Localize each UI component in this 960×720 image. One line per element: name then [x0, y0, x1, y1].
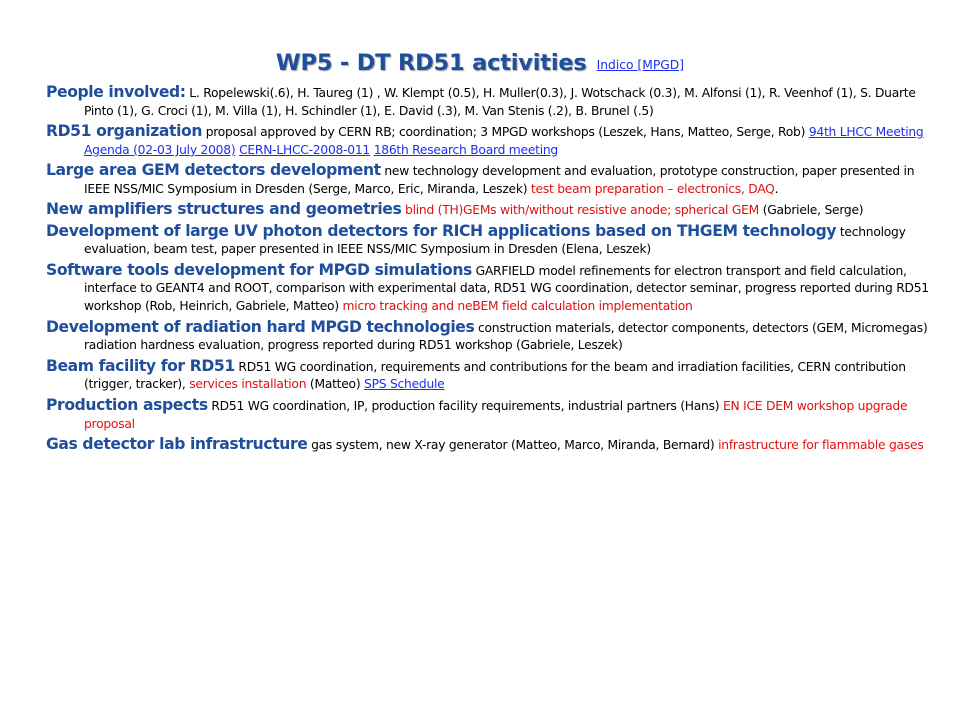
activity-description: proposal approved by CERN RB; coordination; 3 MPGD workshops (Leszek, Hans, Matteo, Serge, Rob) — [202, 125, 809, 140]
activity-status-note: services installation — [189, 377, 307, 392]
activity-heading: RD51 organization — [46, 122, 203, 141]
reference-link[interactable]: 186th Research Board meeting — [373, 142, 558, 157]
activity-item — [46, 397, 931, 434]
activity-description-tail: (Gabriele, Serge) — [759, 203, 864, 218]
activity-heading: Software tools development for MPGD simulations — [46, 260, 472, 279]
activity-item — [46, 201, 931, 220]
activity-status-note: test beam preparation – electronics, DAQ — [530, 181, 775, 196]
activity-description-tail: (Matteo) — [306, 377, 365, 392]
activity-item — [46, 162, 931, 199]
activity-heading: Development of large UV photon detectors for RICH applications based on THGEM technology — [46, 221, 837, 240]
activity-list — [46, 84, 931, 457]
reference-link[interactable]: SPS Schedule — [364, 377, 445, 392]
activity-item — [46, 123, 931, 160]
activity-heading: People involved: — [46, 83, 186, 101]
slide-title: WP5 - DT RD51 activities — [275, 50, 587, 76]
activity-description: RD51 WG coordination, IP, production facility requirements, industrial partners (Hans) — [207, 398, 723, 413]
activity-status-note: EN ICE DEM workshop upgrade proposal — [84, 398, 908, 431]
activity-item — [46, 84, 931, 121]
activity-description: L. Ropelewski(.6), H. Taureg (1) , W. Klempt (0.5), H. Muller(0.3), J. Wotschack (0.3), M. Alfonsi (1), R. Veenhof (1), S. Duarte Pinto (1), G. Croci (1), M. Villa (1), H. Schindler (1), E. David (.3), M. Van Stenis (.2), B. Brunel (.5) — [84, 86, 916, 118]
activity-status-note: blind (TH)GEMs with/without resistive anode; spherical GEM — [405, 203, 760, 218]
activity-heading: Development of radiation hard MPGD technologies — [46, 317, 475, 336]
activity-heading: New amplifiers structures and geometries — [46, 200, 402, 219]
activity-heading: Large area GEM detectors development — [46, 161, 381, 180]
activity-heading: Gas detector lab infrastructure — [46, 434, 308, 453]
activity-description: construction materials, detector components, detectors (GEM, Micromegas) radiation hardness evaluation, progress reported during RD51 workshop (Gabriele, Leszek) — [84, 320, 928, 353]
activity-description: RD51 WG coordination, requirements and contributions for the beam and irradiation facilities, CERN contribution (trigger, tracker), — [84, 359, 906, 392]
activity-item — [46, 358, 931, 395]
indico-link[interactable]: Indico [MPGD] — [596, 58, 685, 72]
activity-heading: Production aspects — [46, 395, 208, 414]
activity-description: technology evaluation, beam test, paper presented in IEEE NSS/MIC Symposium in Dresden (Elena, Leszek) — [84, 224, 906, 257]
activity-description: new technology development and evaluation, prototype construction, paper presented in IEEE NSS/MIC Symposium in Dresden (Serge, Marco, Eric, Miranda, Leszek) — [84, 164, 915, 196]
activity-item — [46, 223, 931, 260]
activity-description-tail: . — [774, 181, 779, 196]
reference-link[interactable]: CERN-LHCC-2008-011 — [239, 142, 371, 157]
activity-description: gas system, new X-ray generator (Matteo, Marco, Miranda, Bernard) — [307, 437, 719, 452]
activity-description: GARFIELD model refinements for electron transport and field calculation, interface to GEANT4 and ROOT, comparison with experimental data, RD51 WG coordination, detector seminar, progress reported during RD51 workshop (Rob, Heinrich, Gabriele, Matteo) — [84, 263, 929, 314]
activity-item — [46, 262, 931, 316]
activity-status-note: infrastructure for flammable gases — [718, 437, 924, 452]
reference-link[interactable]: 94th LHCC Meeting Agenda (02-03 July 2008) — [84, 125, 924, 157]
activity-item — [46, 436, 931, 455]
activity-heading: Beam facility for RD51 — [46, 356, 235, 375]
title-row — [0, 50, 960, 76]
activity-status-note: micro tracking and neBEM field calculation implementation — [342, 299, 693, 314]
activity-item — [46, 319, 931, 356]
